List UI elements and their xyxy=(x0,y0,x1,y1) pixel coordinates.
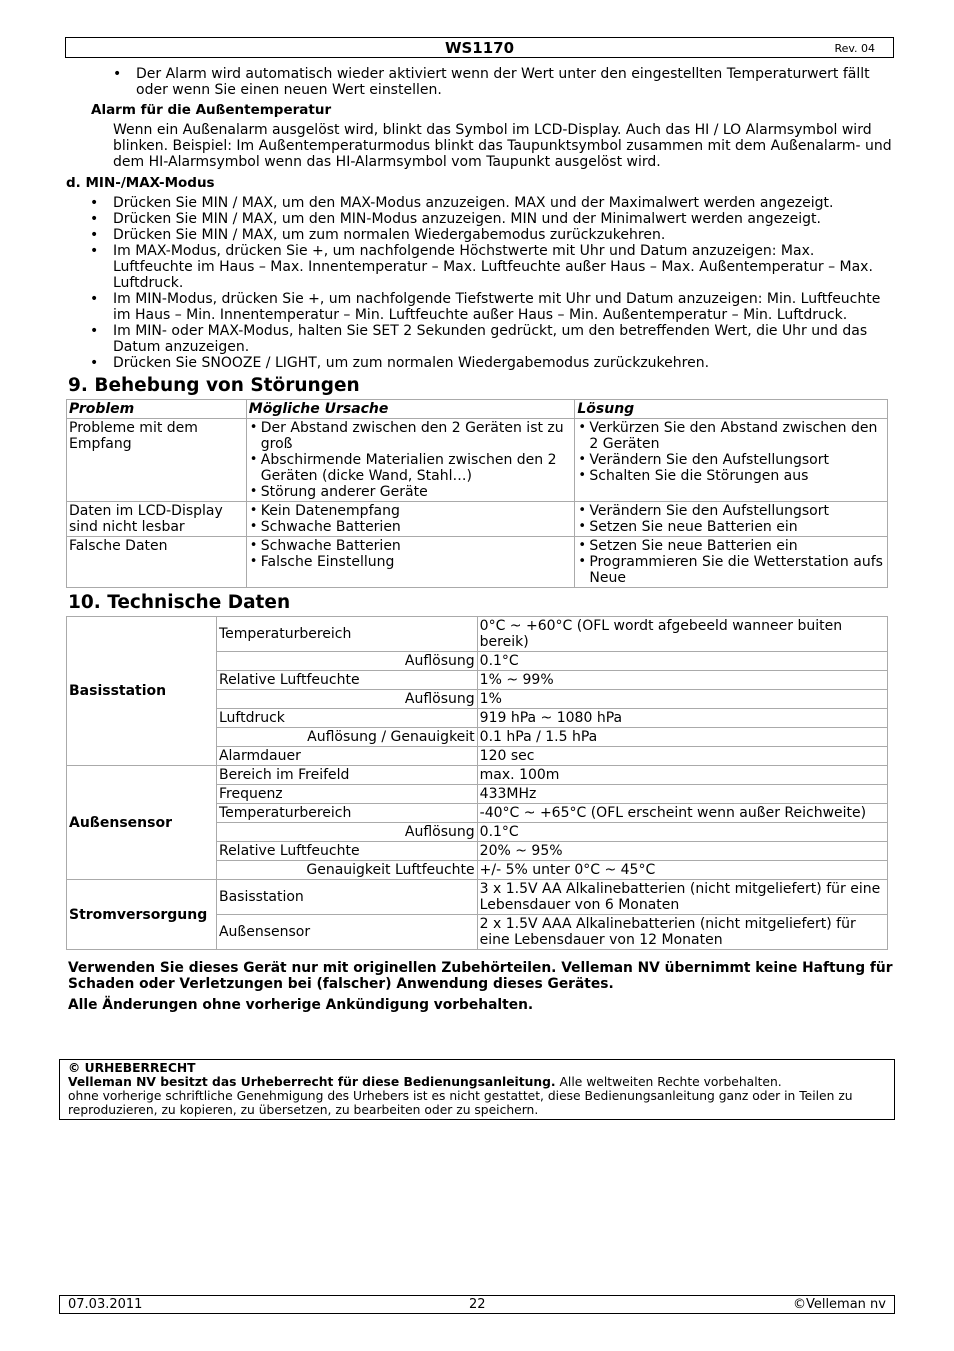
list-item: • Im MIN-Modus, drücken Sie +, um nachfolgende Tiefstwerte mit Uhr und Datum anzuzeigen: Min. Luftfeuchte im Haus – Min. Innentemperatur – Min. Luftfeuchte außer Haus – Min. Außentemperatur – Min. Luftdruck. xyxy=(66,291,894,323)
group-name-cell: Basisstation xyxy=(67,617,217,766)
list-item: • Verkürzen Sie den Abstand zwischen den 2 Geräten xyxy=(577,420,885,452)
list-item: • Im MIN- oder MAX-Modus, halten Sie SET 2 Sekunden gedrückt, um den betreffenden Wert, die Uhr und das Datum anzuzeigen. xyxy=(66,323,894,355)
copyright-rights: Alle weltweiten Rechte vorbehalten. xyxy=(555,1075,782,1089)
footer-brand: ©Velleman nv xyxy=(792,1297,886,1312)
causes-cell xyxy=(246,502,575,537)
group-name-cell: Außensensor xyxy=(67,766,217,880)
spec-value-cell: 1% ~ 99% xyxy=(477,671,887,690)
spec-label-cell: Bereich im Freifeld xyxy=(216,766,477,785)
copyright-box xyxy=(59,1059,895,1120)
model-title: WS1170 xyxy=(444,39,515,57)
spec-value-cell: +/- 5% unter 0°C ~ 45°C xyxy=(477,861,887,880)
table-row xyxy=(67,502,888,537)
spec-value-cell: 0°C ~ +60°C (OFL wordt afgebeeld wanneer buiten bereik) xyxy=(477,617,887,652)
problem-cell: Probleme mit dem Empfang xyxy=(67,419,247,502)
table-row xyxy=(67,419,888,502)
spec-label-cell: Luftdruck xyxy=(216,709,477,728)
list-item: • Drücken Sie MIN / MAX, um den MAX-Modus anzuzeigen. MAX und der Maximalwert werden angezeigt. xyxy=(66,195,894,211)
footer-page-number: 22 xyxy=(469,1297,486,1312)
table-row xyxy=(67,537,888,588)
minmax-heading: d. MIN-/MAX-Modus xyxy=(66,175,215,191)
spec-label-cell: Relative Luftfeuchte xyxy=(216,671,477,690)
page-footer xyxy=(59,1295,895,1314)
footer-date: 07.03.2011 xyxy=(68,1297,143,1312)
page-header xyxy=(65,37,894,58)
spec-label-cell: Alarmdauer xyxy=(216,747,477,766)
outdoor-alarm-text: Wenn ein Außenalarm ausgelöst wird, blinkt das Symbol im LCD-Display. Auch das HI / LO Alarmsymbol wird blinken. Beispiel: Im Außentemperaturmodus blinkt das Taupunktsymbol zusammen mit dem Außenalarm- und dem HI-Alarmsymbol wenn das HI-Alarmsymbol vom Taupunkt ausgelöst wird. xyxy=(113,122,892,170)
spec-label-cell: Auflösung xyxy=(216,652,477,671)
spec-value-cell: 433MHz xyxy=(477,785,887,804)
troubleshooting-table xyxy=(66,399,888,588)
solutions-cell xyxy=(575,537,888,588)
alarm-bullets xyxy=(66,66,894,98)
spec-label-cell: Basisstation xyxy=(216,880,477,915)
usage-warning: Verwenden Sie dieses Gerät nur mit originellen Zubehörteilen. Velleman NV übernimmt keine Haftung für Schaden oder Verletzungen bei (falscher) Anwendung dieses Gerätes. xyxy=(68,960,893,992)
spec-value-cell: 0.1 hPa / 1.5 hPa xyxy=(477,728,887,747)
outdoor-alarm-heading: Alarm für die Außentemperatur xyxy=(91,102,332,118)
col-problem: Problem xyxy=(67,400,247,419)
list-item: • Verändern Sie den Aufstellungsort xyxy=(577,452,885,468)
list-item: • Drücken Sie SNOOZE / LIGHT, um zum normalen Wiedergabemodus zurückzukehren. xyxy=(66,355,894,371)
spec-value-cell: 919 hPa ~ 1080 hPa xyxy=(477,709,887,728)
spec-value-cell: 3 x 1.5V AA Alkalinebatterien (nicht mitgeliefert) für eine Lebensdauer von 6 Monaten xyxy=(477,880,887,915)
spec-label-cell: Auflösung xyxy=(216,823,477,842)
table-row xyxy=(67,880,888,915)
spec-label-cell: Temperaturbereich xyxy=(216,617,477,652)
list-item: • Schalten Sie die Störungen aus xyxy=(577,468,885,484)
changes-note: Alle Änderungen ohne vorherige Ankündigung vorbehalten. xyxy=(68,997,534,1013)
spec-label-cell: Genauigkeit Luftfeuchte xyxy=(216,861,477,880)
spec-label-cell: Temperaturbereich xyxy=(216,804,477,823)
spec-value-cell: 120 sec xyxy=(477,747,887,766)
troubleshooting-heading: 9. Behebung von Störungen xyxy=(68,375,360,396)
table-row xyxy=(67,617,888,652)
spec-value-cell: 20% ~ 95% xyxy=(477,842,887,861)
copyright-text: ohne vorherige schriftliche Genehmigung des Urhebers ist es nicht gestattet, diese Bedienungsanleitung ganz oder in Teilen zu reproduzieren, zu kopieren, zu übersetzen, zu bearbeiten oder zu speichern. xyxy=(68,1089,853,1117)
list-item: • Drücken Sie MIN / MAX, um zum normalen Wiedergabemodus zurückzukehren. xyxy=(66,227,894,243)
minmax-bullets xyxy=(66,195,894,371)
list-item: • Störung anderer Geräte xyxy=(249,484,573,500)
causes-cell xyxy=(246,537,575,588)
list-item: • Schwache Batterien xyxy=(249,519,573,535)
list-item: • Der Alarm wird automatisch wieder aktiviert wenn der Wert unter den eingestellten Temperaturwert fällt oder wenn Sie einen neuen Wert einstellen. xyxy=(66,66,894,98)
list-item: • Setzen Sie neue Batterien ein xyxy=(577,519,885,535)
solutions-cell xyxy=(575,419,888,502)
spec-label-cell: Relative Luftfeuchte xyxy=(216,842,477,861)
solutions-cell xyxy=(575,502,888,537)
list-item: • Schwache Batterien xyxy=(249,538,573,554)
copyright-line xyxy=(68,1075,886,1089)
group-name-cell: Stromversorgung xyxy=(67,880,217,950)
spec-label-cell: Außensensor xyxy=(216,915,477,950)
spec-label-cell: Auflösung / Genauigkeit xyxy=(216,728,477,747)
copyright-owner: Velleman NV besitzt das Urheberrecht für diese Bedienungsanleitung. xyxy=(68,1075,556,1089)
problem-cell: Falsche Daten xyxy=(67,537,247,588)
problem-cell: Daten im LCD-Display sind nicht lesbar xyxy=(67,502,247,537)
spec-value-cell: -40°C ~ +65°C (OFL erscheint wenn außer Reichweite) xyxy=(477,804,887,823)
list-item: • Programmieren Sie die Wetterstation aufs Neue xyxy=(577,554,885,586)
spec-label-cell: Auflösung xyxy=(216,690,477,709)
list-item: • Falsche Einstellung xyxy=(249,554,573,570)
copyright-title: © URHEBERRECHT xyxy=(68,1061,196,1075)
spec-value-cell: 0.1°C xyxy=(477,823,887,842)
causes-cell xyxy=(246,419,575,502)
tech-heading: 10. Technische Daten xyxy=(68,592,291,613)
col-cause: Mögliche Ursache xyxy=(246,400,575,419)
col-solution: Lösung xyxy=(575,400,888,419)
spec-label-cell: Frequenz xyxy=(216,785,477,804)
table-row xyxy=(67,766,888,785)
revision-label: Rev. 04 xyxy=(834,42,875,55)
list-item: • Verändern Sie den Aufstellungsort xyxy=(577,503,885,519)
spec-value-cell: max. 100m xyxy=(477,766,887,785)
spec-value-cell: 0.1°C xyxy=(477,652,887,671)
spec-value-cell: 1% xyxy=(477,690,887,709)
spec-value-cell: 2 x 1.5V AAA Alkalinebatterien (nicht mitgeliefert) für eine Lebensdauer von 12 Monaten xyxy=(477,915,887,950)
page-content xyxy=(66,66,894,1013)
list-item: • Im MAX-Modus, drücken Sie +, um nachfolgende Höchstwerte mit Uhr und Datum anzuzeigen: Max. Luftfeuchte im Haus – Max. Innentemperatur – Max. Luftfeuchte außer Haus – Max. Außentemperatur – Max. Luftdruck. xyxy=(66,243,894,291)
list-item: • Drücken Sie MIN / MAX, um den MIN-Modus anzuzeigen. MIN und der Minimalwert werden angezeigt. xyxy=(66,211,894,227)
list-item: • Setzen Sie neue Batterien ein xyxy=(577,538,885,554)
list-item: • Abschirmende Materialien zwischen den 2 Geräten (dicke Wand, Stahl…) xyxy=(249,452,573,484)
list-item: • Kein Datenempfang xyxy=(249,503,573,519)
tech-table xyxy=(66,616,888,950)
list-item: • Der Abstand zwischen den 2 Geräten ist zu groß xyxy=(249,420,573,452)
